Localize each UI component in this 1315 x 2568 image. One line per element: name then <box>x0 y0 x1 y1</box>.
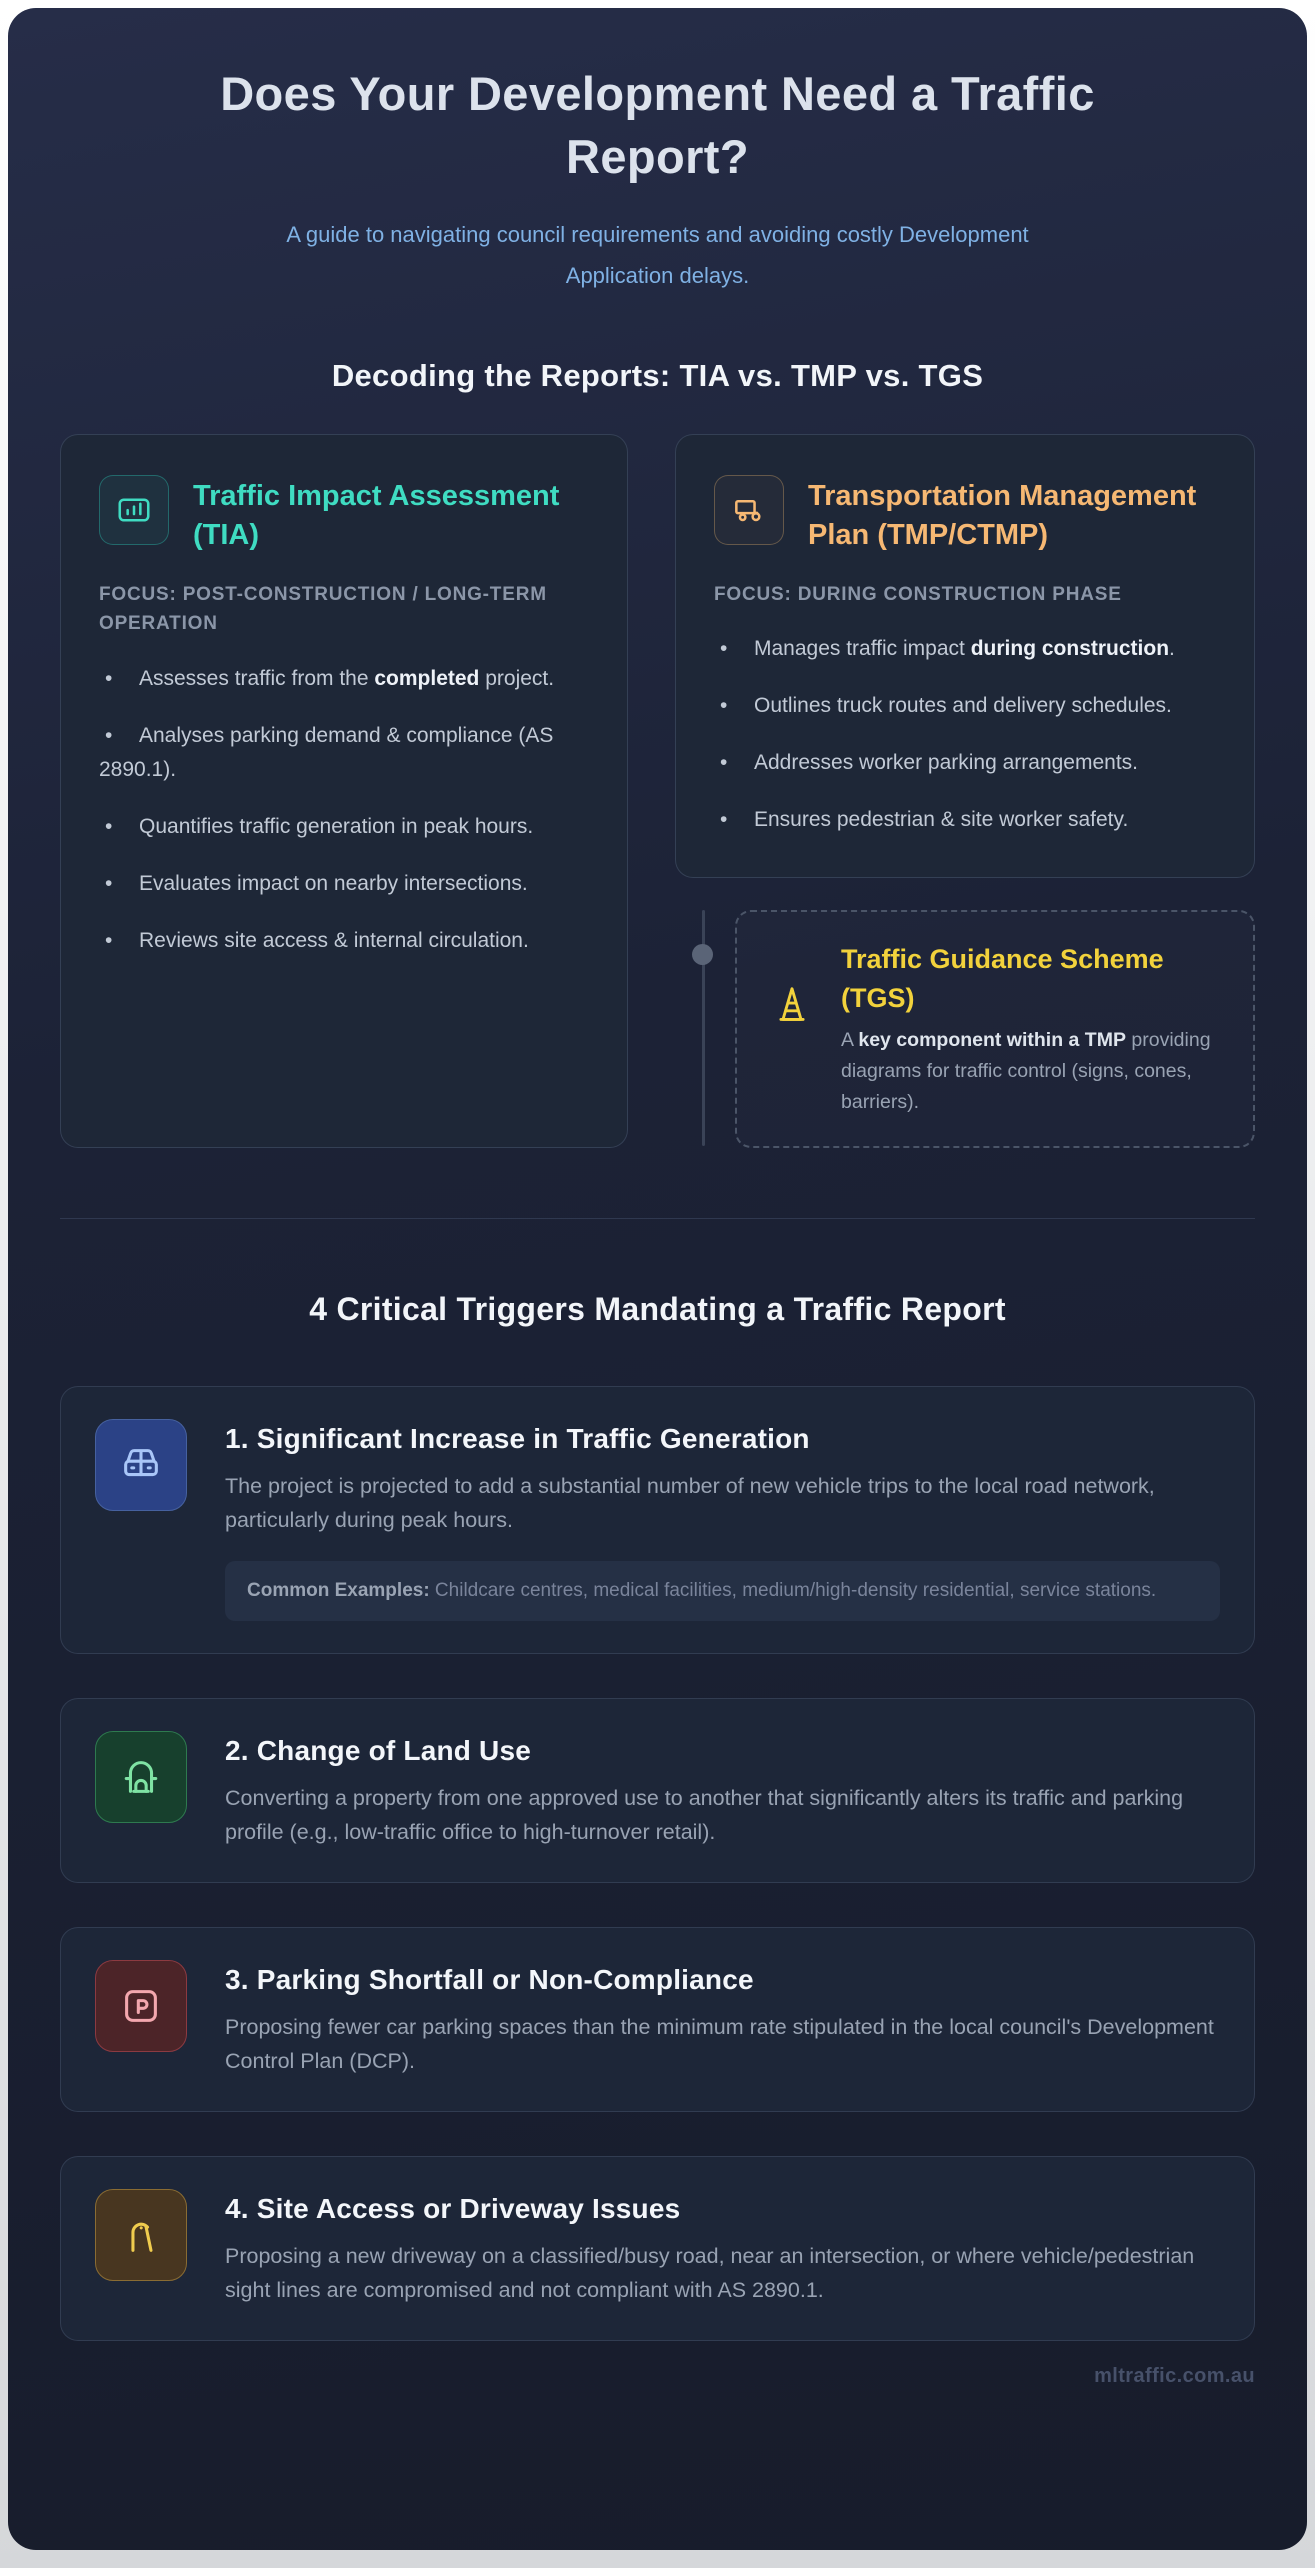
page-title: Does Your Development Need a Traffic Report? <box>220 67 1095 184</box>
trigger-title: 4. Site Access or Driveway Issues <box>225 2193 681 2225</box>
bullet-item: • Analyses parking demand & compliance (AS 2890.1). <box>99 719 589 787</box>
tia-card-title: Traffic Impact Assessment (TIA) <box>193 480 560 551</box>
bullet-item: • Assesses traffic from the completed project. <box>99 662 589 696</box>
bullet-item: • Reviews site access & internal circulation. <box>99 924 589 958</box>
trigger-card-site-access <box>60 2156 1255 2341</box>
bullet-dot: • <box>105 928 113 952</box>
bullet-dot: • <box>105 871 113 895</box>
bullet-dot: • <box>105 723 113 747</box>
trigger-body <box>225 2189 1220 2308</box>
bullet-dot: • <box>720 694 728 718</box>
bullet-item: • Evaluates impact on nearby intersections. <box>99 867 589 901</box>
tia-card <box>60 434 628 1148</box>
common-examples-box <box>225 1561 1220 1621</box>
infographic-panel <box>8 8 1307 2550</box>
tmp-bullet-list <box>714 632 1216 837</box>
tgs-card-description: A key component within a TMP providing diagrams for traffic control (signs, cones, barriers). <box>841 1028 1211 1113</box>
tmp-focus-label: FOCUS: DURING CONSTRUCTION PHASE <box>714 583 1122 605</box>
reports-comparison-grid <box>60 434 1255 1148</box>
watermark: mltraffic.com.au <box>1094 2365 1255 2388</box>
trigger-description: Converting a property from one approved use to another that significantly alters its traffic and parking profile (e.g., low-traffic office to high-turnover retail). <box>225 1786 1184 1845</box>
bullet-item: • Quantifies traffic generation in peak hours. <box>99 810 589 844</box>
bullet-dot: • <box>720 751 728 775</box>
bullet-dot: • <box>105 814 113 838</box>
page-subtitle: A guide to navigating council requirements and avoiding costly Development Application delays. <box>286 221 1029 288</box>
trigger-title: 2. Change of Land Use <box>225 1735 532 1767</box>
decoding-section-heading: Decoding the Reports: TIA vs. TMP vs. TGS <box>331 358 984 394</box>
trigger-card-land-use <box>60 1698 1255 1883</box>
bullet-dot: • <box>720 808 728 832</box>
tia-focus-label: FOCUS: POST-CONSTRUCTION / LONG-TERM OPERATION <box>99 583 547 635</box>
bar-chart-icon <box>99 475 169 545</box>
truck-icon <box>714 475 784 545</box>
driveway-curve-icon <box>95 2189 187 2281</box>
bullet-dot: • <box>720 637 728 661</box>
tgs-card-body <box>841 940 1221 1118</box>
tgs-connector-row <box>675 910 1255 1148</box>
bullet-item: • Ensures pedestrian & site worker safety. <box>714 803 1216 837</box>
trigger-description: The project is projected to add a substantial number of new vehicle trips to the local road network, particularly during peak hours. <box>225 1474 1155 1533</box>
traffic-cone-icon <box>769 982 815 1033</box>
bullet-item: • Addresses worker parking arrangements. <box>714 746 1216 780</box>
parking-square-icon <box>95 1960 187 2052</box>
trigger-title: 3. Parking Shortfall or Non-Compliance <box>225 1964 754 1996</box>
tmp-card <box>675 434 1255 878</box>
trigger-description: Proposing fewer car parking spaces than the minimum rate stipulated in the local council's Development Control Plan (DCP). <box>225 2015 1214 2074</box>
triggers-section-heading: 4 Critical Triggers Mandating a Traffic Report <box>309 1291 1006 1328</box>
trigger-description: Proposing a new driveway on a classified/busy road, near an intersection, or where vehicle/pedestrian sight lines are compromised and not compliant with AS 2890.1. <box>225 2244 1195 2303</box>
bullet-item: • Outlines truck routes and delivery schedules. <box>714 689 1216 723</box>
tia-card-header <box>99 475 589 554</box>
tia-bullet-list <box>99 662 589 958</box>
tmp-card-header <box>714 475 1216 554</box>
tmp-card-title: Transportation Management Plan (TMP/CTMP) <box>808 480 1197 551</box>
trigger-card-traffic-generation <box>60 1386 1255 1654</box>
trigger-card-parking-shortfall <box>60 1927 1255 2112</box>
trigger-title: 1. Significant Increase in Traffic Generation <box>225 1423 810 1455</box>
tgs-card-title: Traffic Guidance Scheme (TGS) <box>841 944 1164 1014</box>
bullet-item: • Manages traffic impact during construction. <box>714 632 1216 666</box>
tgs-card <box>735 910 1255 1148</box>
building-arch-icon <box>95 1731 187 1823</box>
trigger-body <box>225 1419 1220 1621</box>
example-label: Common Examples: <box>247 1580 430 1602</box>
trigger-body <box>225 1731 1220 1850</box>
car-front-icon <box>95 1419 187 1511</box>
example-text: Childcare centres, medical facilities, medium/high-density residential, service stations. <box>429 1580 1157 1602</box>
section-divider <box>60 1218 1255 1219</box>
trigger-body <box>225 1960 1220 2079</box>
bullet-dot: • <box>105 666 113 690</box>
